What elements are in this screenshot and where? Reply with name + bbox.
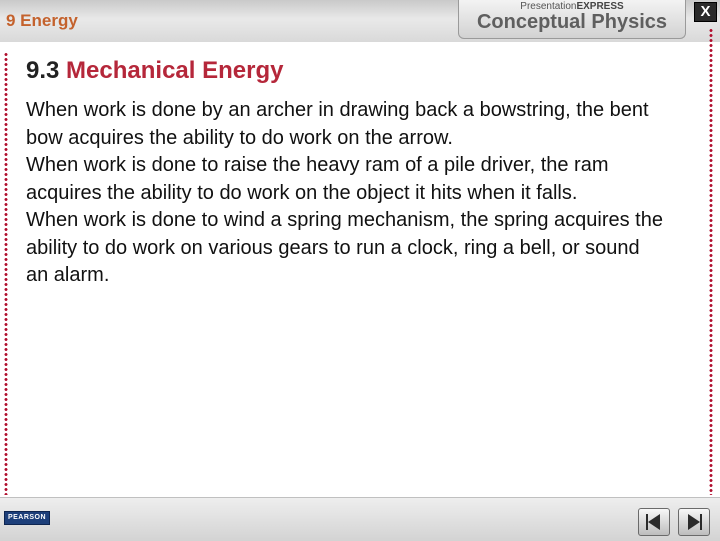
slide-body [26, 97, 666, 290]
chapter-label: 9 Energy [6, 11, 78, 30]
left-dotted-border [4, 52, 8, 495]
close-button[interactable]: X [694, 2, 717, 22]
header-bar [0, 0, 720, 42]
pearson-logo: PEARSON [4, 511, 50, 525]
paragraph: When work is done to raise the heavy ram of a pile driver, the ram acquires the ability to do work on the object it hits when it falls. [26, 154, 609, 204]
slide-title [26, 57, 283, 85]
previous-slide-icon [639, 509, 669, 535]
paragraph: When work is done by an archer in drawing back a bowstring, the bent bow acquires the ability to do work on the arrow. [26, 99, 649, 149]
section-title: Mechanical Energy [66, 57, 284, 84]
brand-express: EXPRESS [576, 1, 624, 12]
brand-prefix: Presentation [520, 1, 577, 12]
right-dotted-border [709, 28, 713, 495]
next-slide-button[interactable] [678, 508, 710, 536]
brand-banner [458, 0, 686, 39]
section-number: 9.3 [26, 57, 60, 84]
next-slide-icon [679, 509, 709, 535]
previous-slide-button[interactable] [638, 508, 670, 536]
brand-title: Conceptual Physics [476, 11, 668, 33]
paragraph: When work is done to wind a spring mechanism, the spring acquires the ability to do work on various gears to run a clock, ring a bell, or sound an alarm. [26, 209, 663, 286]
footer-bar [0, 497, 720, 541]
